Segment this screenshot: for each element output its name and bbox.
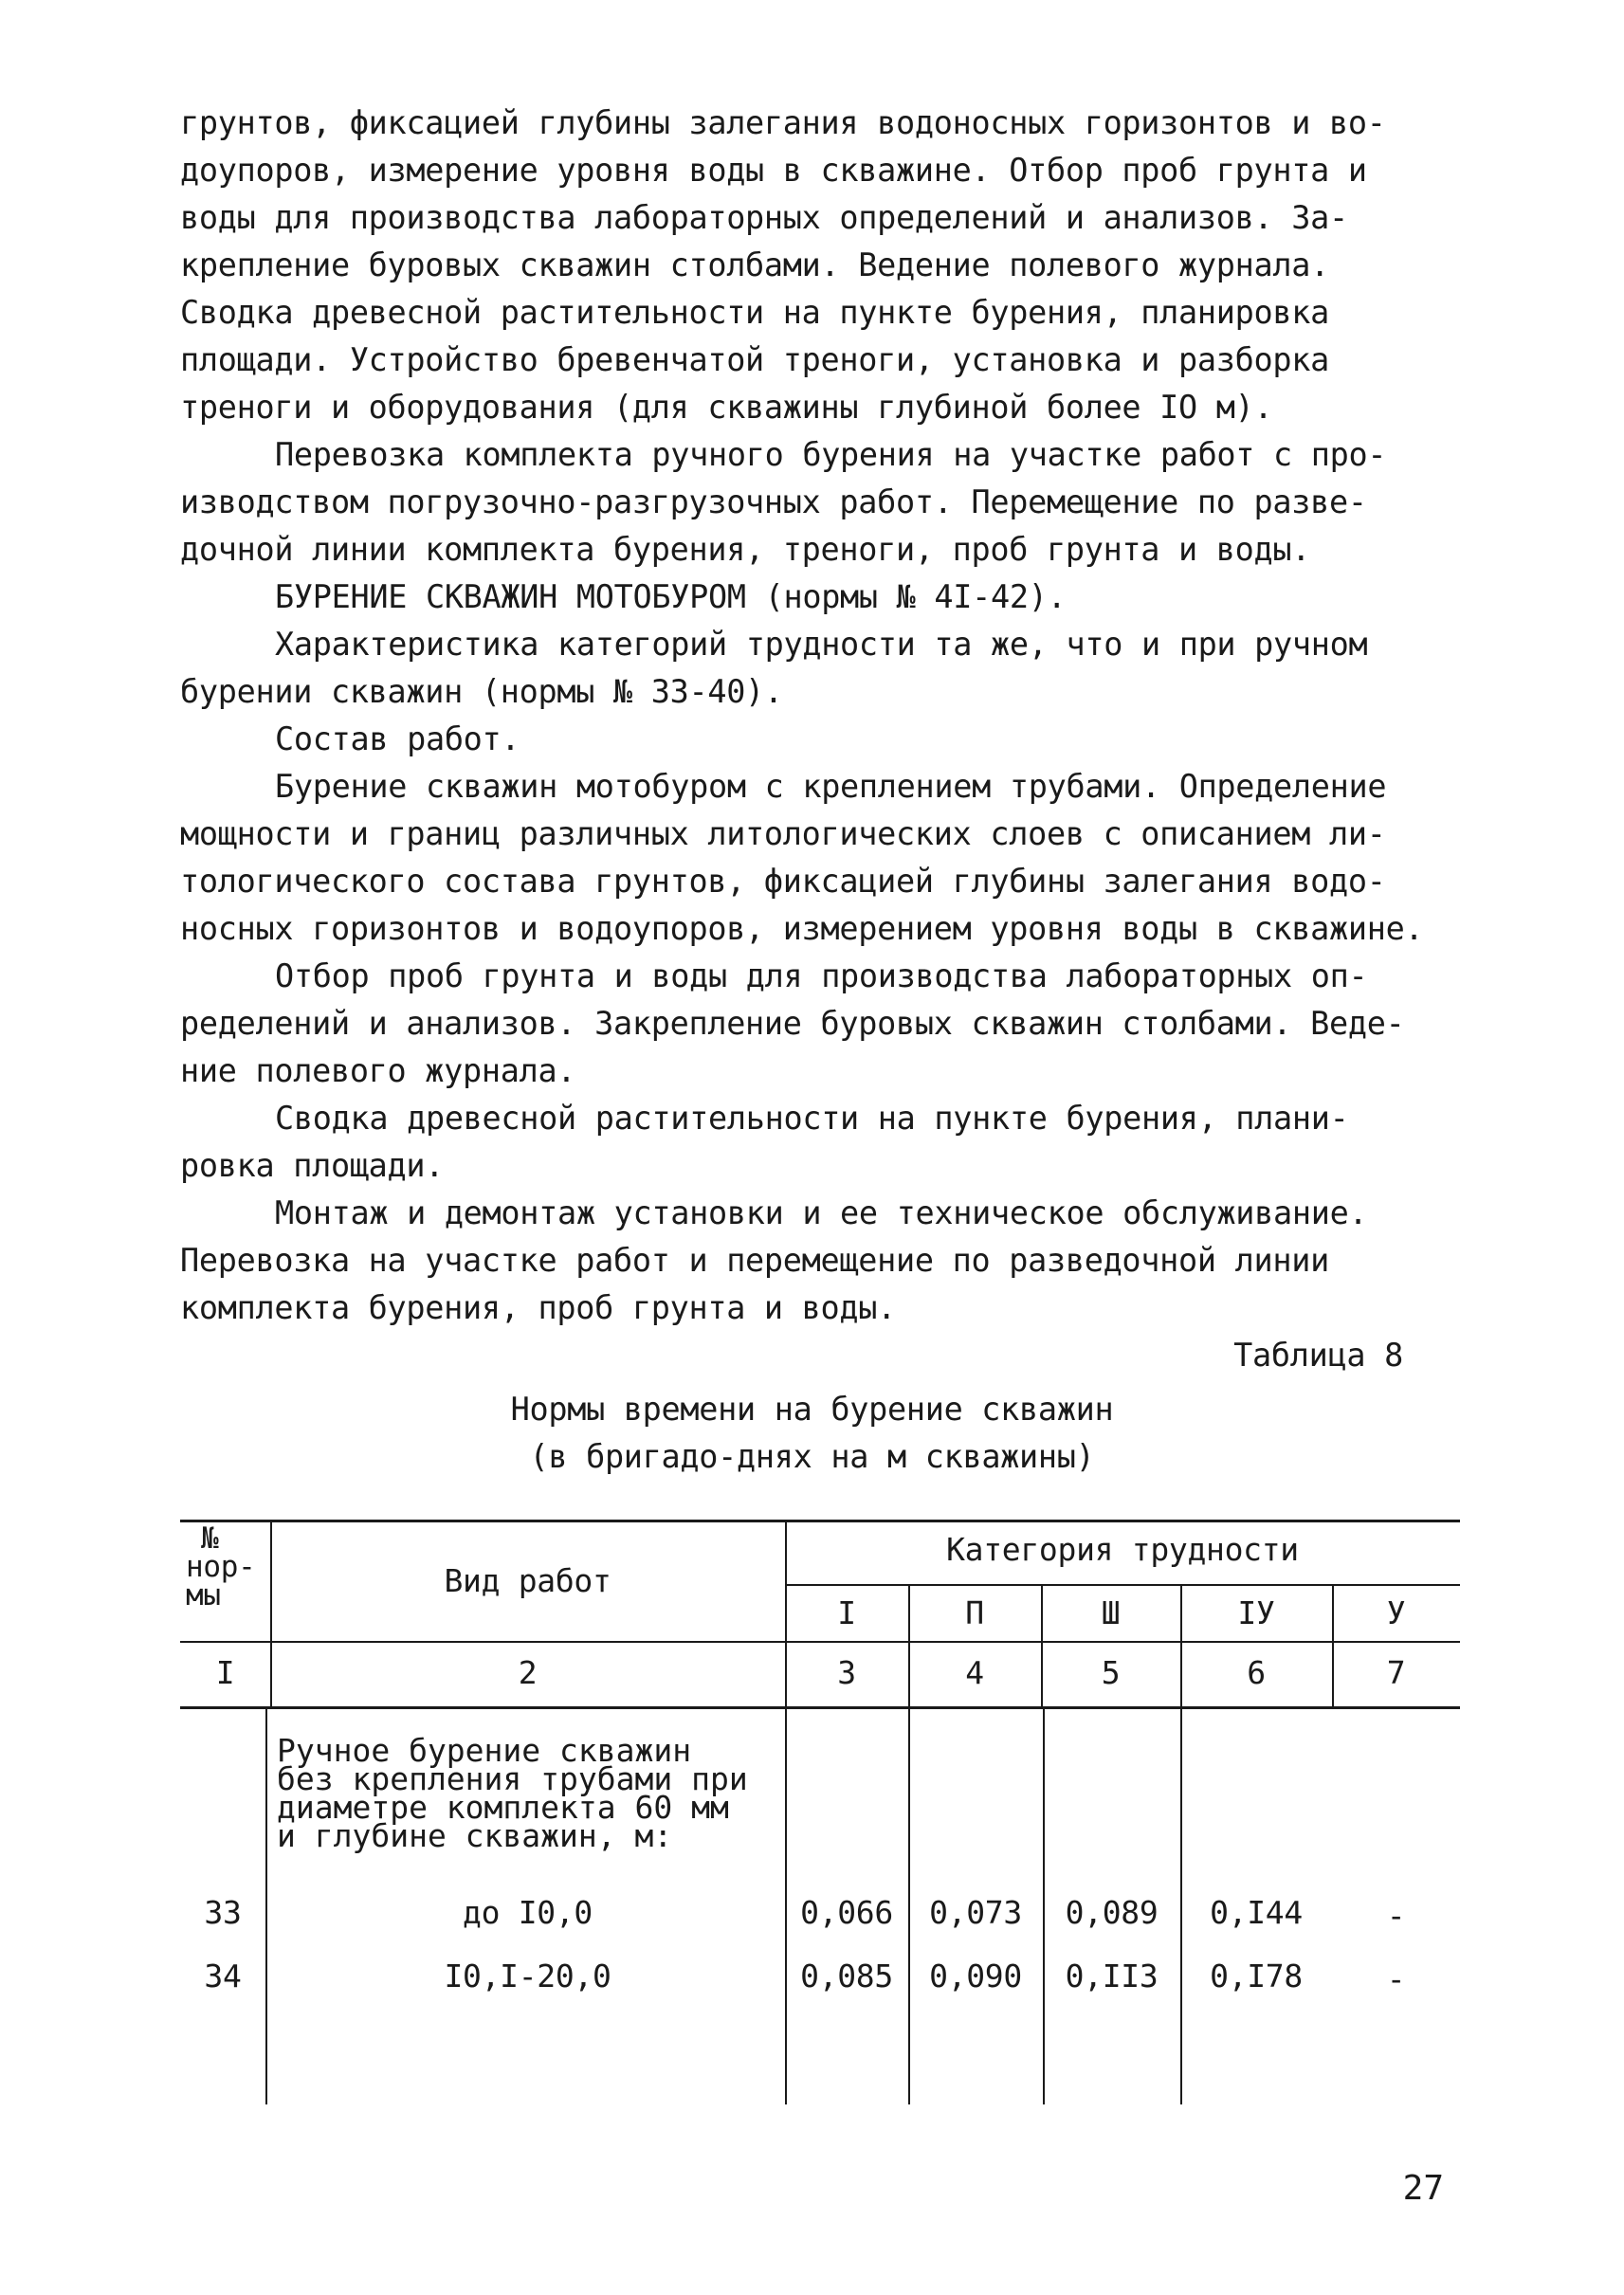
table-rule <box>785 1584 1460 1586</box>
text-line: бурении скважин (нормы № 33-40). <box>180 673 783 710</box>
text-line: Монтаж и демонтаж установки и ее техническое обслуживание. <box>275 1194 1368 1231</box>
row-value: - <box>1386 1960 1406 1997</box>
text-line: Состав работ. <box>275 720 520 757</box>
text-line: Перевозка на участке работ и перемещение по разведочной линии <box>180 1242 1329 1279</box>
row-value: 0,073 <box>929 1894 1022 1931</box>
column-number: 2 <box>518 1654 538 1691</box>
table-rule <box>265 1706 267 2104</box>
row-value: 0,089 <box>1065 1894 1159 1931</box>
section-description: Ручное бурение скважин без крепления трубами при диаметре комплекта 60 мм и глубине скважин, м: <box>277 1732 748 1854</box>
text-line: доупоров, измерение уровня воды в скважине. Отбор проб грунта и <box>180 152 1367 189</box>
header-category-4: IУ <box>1237 1594 1275 1631</box>
table-label: Таблица 8 <box>1233 1337 1403 1374</box>
text-line: Сводка древесной растительности на пункте бурения, планировка <box>180 294 1329 331</box>
header-norm-no: № нор- мы <box>186 1521 256 1612</box>
row-value: 0,090 <box>929 1958 1022 1994</box>
text-line: дочной линии комплекта бурения, треноги, проб грунта и воды. <box>180 531 1311 568</box>
header-category-1: I <box>837 1594 856 1631</box>
header-category-2: П <box>965 1594 984 1631</box>
table-rule <box>180 1520 1460 1522</box>
column-number: 4 <box>965 1654 984 1691</box>
page-number: 27 <box>1402 2169 1444 2208</box>
text-line: комплекта бурения, проб грунта и воды. <box>180 1289 897 1326</box>
row-value: 0,066 <box>800 1894 893 1931</box>
text-line: Сводка древесной растительности на пункте бурения, плани- <box>275 1100 1349 1137</box>
text-line: ровка площади. <box>180 1147 445 1184</box>
header-work-type: Вид работ <box>444 1562 611 1599</box>
table-title: Нормы времени на бурение скважин <box>510 1391 1114 1428</box>
text-line: Отбор проб грунта и воды для производства лабораторных оп- <box>275 957 1368 994</box>
text-line: тологического состава грунтов, фиксацией глубины залегания водо- <box>180 863 1386 900</box>
row-value: 0,I44 <box>1210 1894 1303 1931</box>
table-rule <box>180 1641 1460 1643</box>
table-rule <box>180 1706 1460 1709</box>
row-value: 0,II3 <box>1065 1958 1159 1994</box>
table-subtitle: (в бригадо-днях на м скважины) <box>529 1438 1095 1475</box>
column-number: I <box>215 1654 235 1691</box>
text-line: крепление буровых скважин столбами. Ведение полевого журнала. <box>180 246 1329 283</box>
column-number: 7 <box>1386 1654 1406 1691</box>
text-line: изводством погрузочно-разгрузочных работ. Перемещение по разве- <box>180 483 1367 520</box>
text-line: ределений и анализов. Закрепление буровых скважин столбами. Веде- <box>180 1005 1405 1042</box>
header-difficulty: Категория трудности <box>946 1531 1299 1568</box>
text-line: площади. Устройство бревенчатой треноги, установка и разборка <box>180 341 1329 378</box>
row-work-range: до I0,0 <box>463 1894 593 1931</box>
header-category-3: Ш <box>1101 1594 1121 1631</box>
row-value: - <box>1386 1897 1406 1934</box>
text-line: мощности и границ различных литологических слоев с описанием ли- <box>180 815 1386 852</box>
section-heading: БУРЕНИЕ СКВАЖИН МОТОБУРОМ (нормы № 4I-42). <box>275 578 1067 615</box>
text-line: треноги и оборудования (для скважины глубиной более IO м). <box>180 389 1273 426</box>
row-norm-number: 33 <box>204 1894 242 1931</box>
text-line: Бурение скважин мотобуром с креплением трубами. Определение <box>275 768 1387 805</box>
row-value: 0,I78 <box>1210 1958 1303 1994</box>
row-value: 0,085 <box>800 1958 893 1994</box>
text-line: носных горизонтов и водоупоров, измерением уровня воды в скважине. <box>180 910 1424 947</box>
header-category-5: У <box>1386 1594 1406 1631</box>
column-number: 3 <box>837 1654 856 1691</box>
text-line: ние полевого журнала. <box>180 1052 576 1089</box>
row-work-range: I0,I-20,0 <box>444 1958 611 1994</box>
text-line: Перевозка комплекта ручного бурения на участке работ с про- <box>275 436 1387 473</box>
text-line: Характеристика категорий трудности та же, что и при ручном <box>275 626 1368 663</box>
text-line: воды для производства лабораторных определений и анализов. За- <box>180 199 1348 236</box>
column-number: 6 <box>1247 1654 1266 1691</box>
text-line: грунтов, фиксацией глубины залегания водоносных горизонтов и во- <box>180 104 1386 141</box>
row-norm-number: 34 <box>204 1958 242 1994</box>
column-number: 5 <box>1101 1654 1121 1691</box>
